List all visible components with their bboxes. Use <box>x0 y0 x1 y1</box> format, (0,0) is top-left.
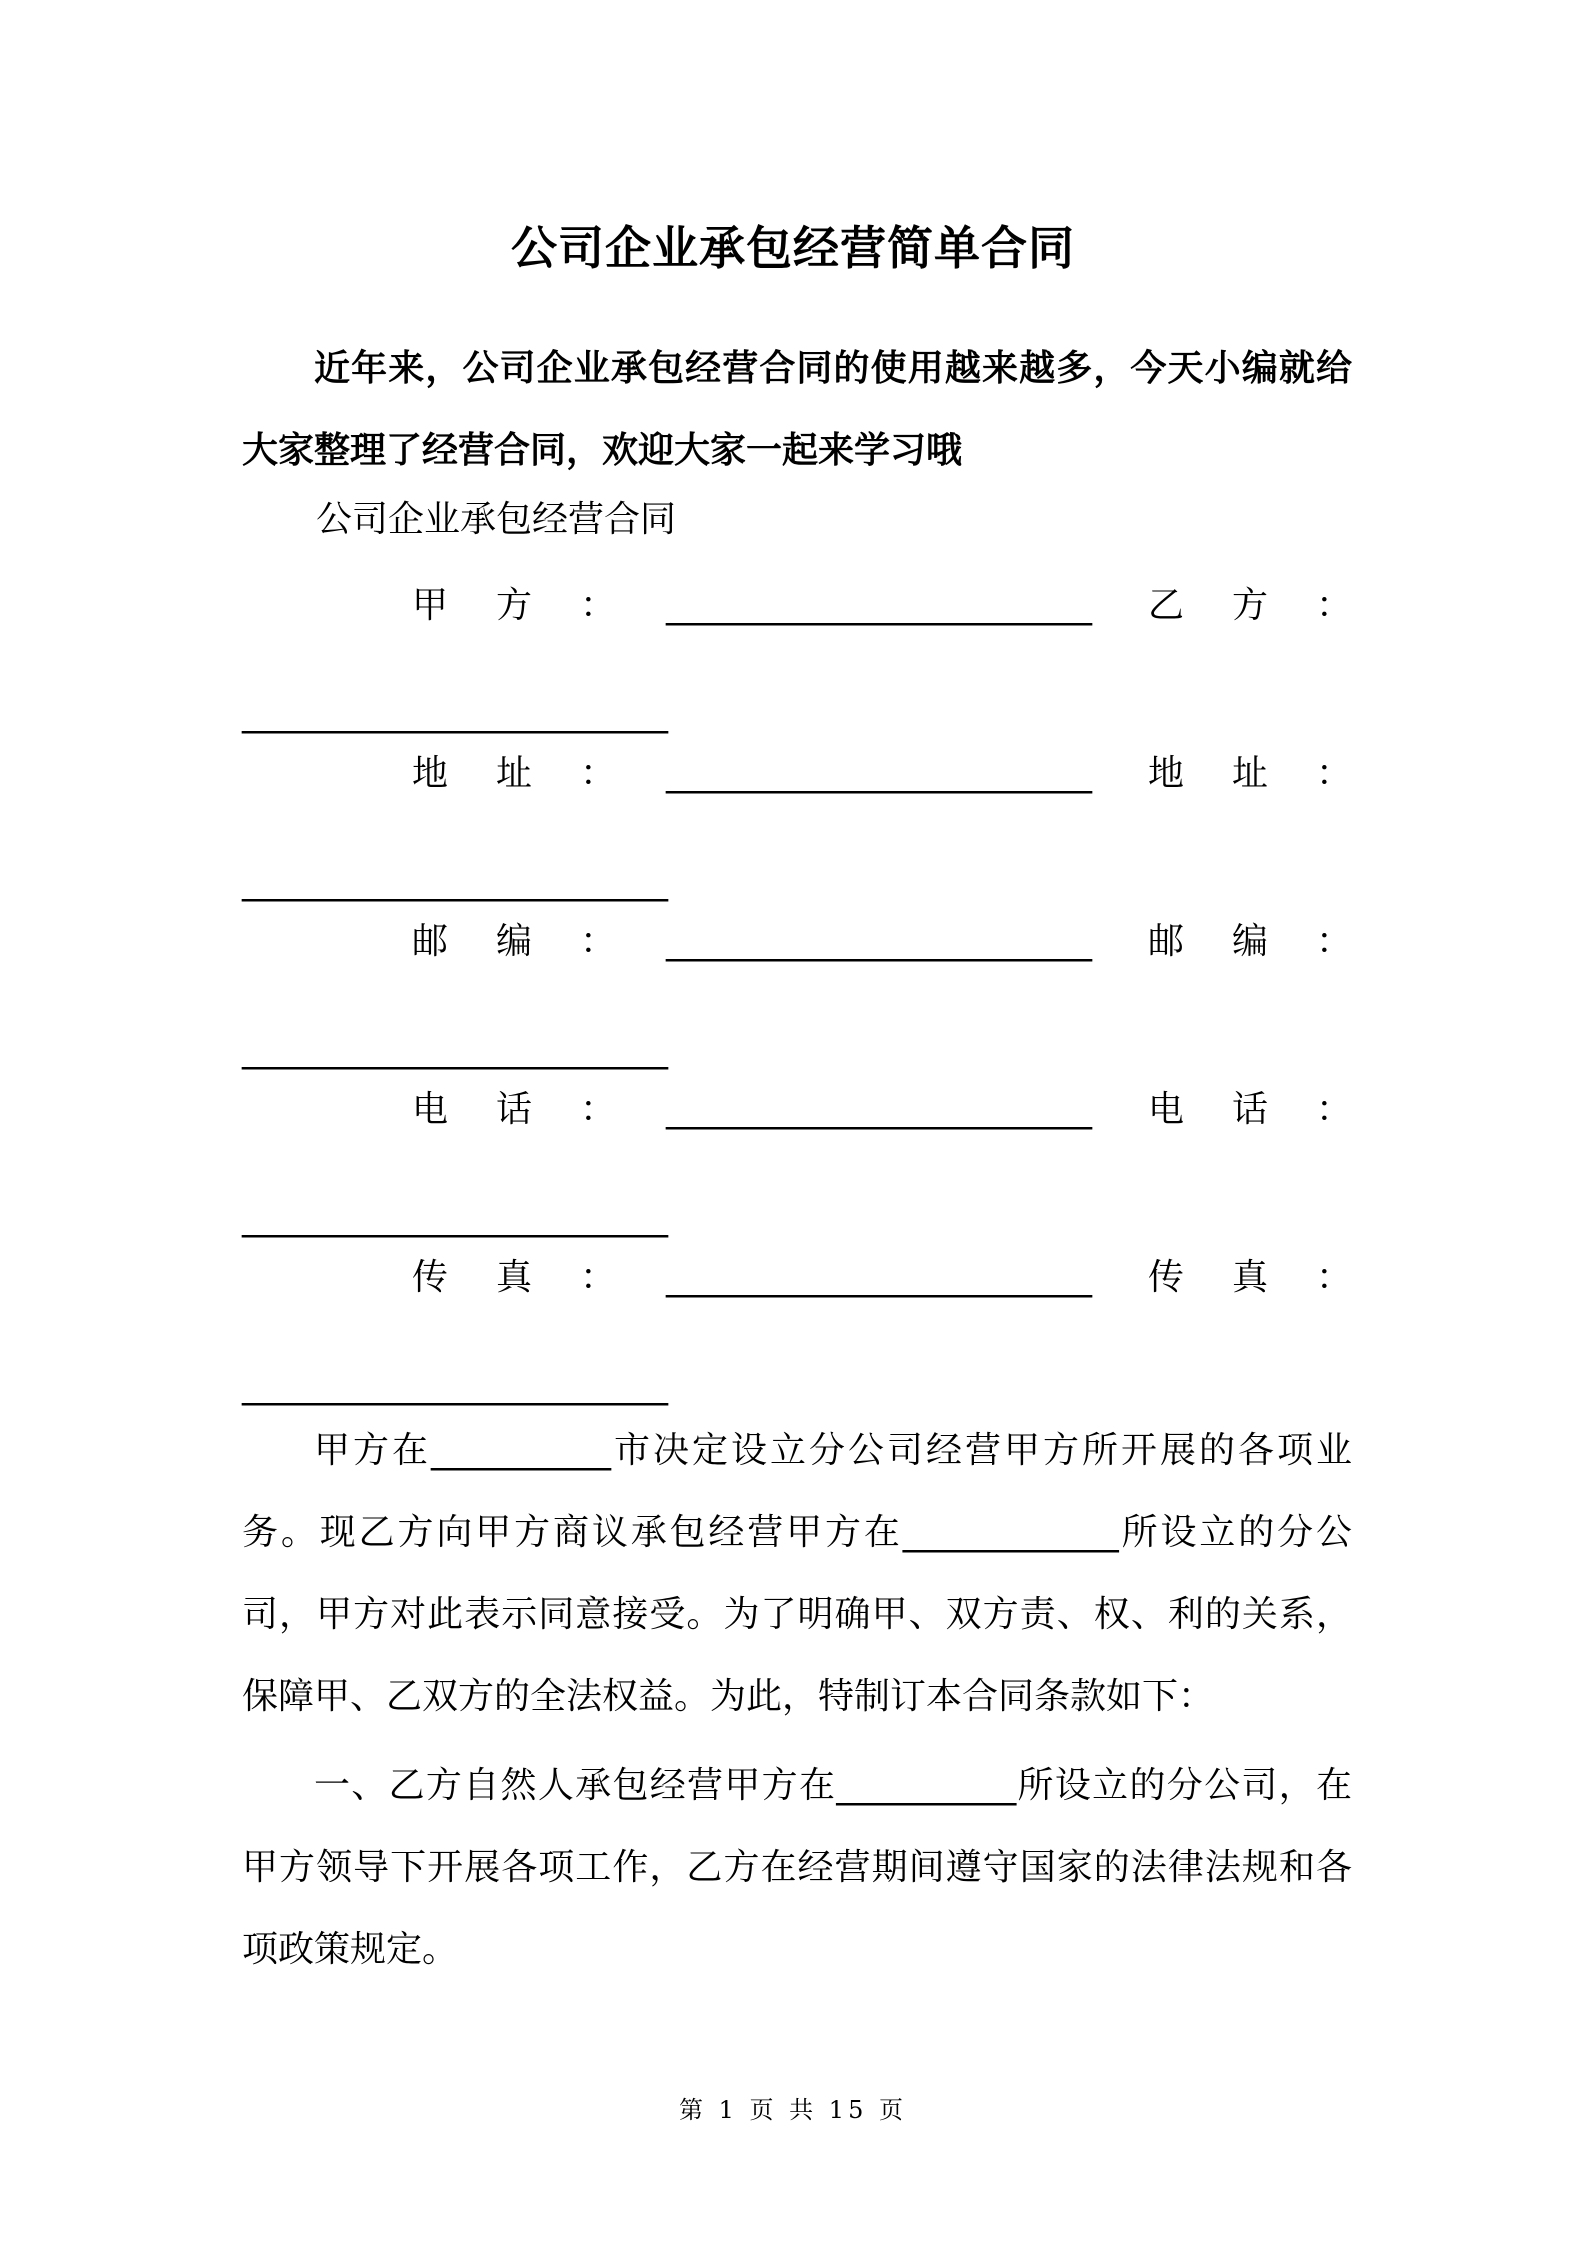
field-label-a: 电 <box>412 1089 449 1130</box>
field-colon: ： <box>580 921 617 962</box>
field-label-a: 地 <box>412 753 449 794</box>
field-label-d: 方 <box>1232 585 1269 626</box>
field-colon: ： <box>1316 921 1353 962</box>
fill-blank-line: _________________________ <box>666 585 1091 626</box>
field-row-fax <box>0 1248 1586 1308</box>
fill-blank-line: _________________________ <box>242 693 667 734</box>
field-label-b: 址 <box>496 753 533 794</box>
field-label-c: 传 <box>1148 1257 1185 1298</box>
field-row-address <box>0 744 1586 804</box>
body-paragraph-1: 甲方在__________市决定设立分公司经营甲方所开展的各项业务。现乙方向甲方商议承包经营甲方在____________所设立的分公司，甲方对此表示同意接受。为了明确甲、双方责、权、利的关系，保障甲、乙双方的全法权益。为此，特制订本合同条款如下： <box>242 1430 1352 1717</box>
field-label-a: 邮 <box>412 921 449 962</box>
intro-paragraph: 近年来，公司企业承包经营合同的使用越来越多，今天小编就给大家整理了经营合同，欢迎大家一起来学习哦 <box>242 348 1352 471</box>
field-label-a: 甲 <box>412 585 449 626</box>
field-label-a: 传 <box>412 1257 449 1298</box>
fill-blank-line: _________________________ <box>666 1089 1091 1130</box>
field-label-b: 话 <box>496 1089 533 1130</box>
field-label-c: 乙 <box>1148 585 1185 626</box>
fill-blank-line: _________________________ <box>666 753 1091 794</box>
field-label-d: 话 <box>1232 1089 1269 1130</box>
body-paragraph-2: 一、乙方自然人承包经营甲方在__________所设立的分公司，在甲方领导下开展各项工作，乙方在经营期间遵守国家的法律法规和各项政策规定。 <box>242 1765 1352 1970</box>
field-label-b: 方 <box>496 585 533 626</box>
field-colon: ： <box>1316 585 1353 626</box>
field-label-c: 邮 <box>1148 921 1185 962</box>
field-row-party <box>0 576 1586 636</box>
field-colon: ： <box>1316 1089 1353 1130</box>
fill-blank-line: _________________________ <box>242 1197 667 1238</box>
field-row-postcode <box>0 912 1586 972</box>
field-colon: ： <box>1316 1257 1353 1298</box>
fill-blank-line: _________________________ <box>242 1365 667 1406</box>
field-label-b: 编 <box>496 921 533 962</box>
field-colon: ： <box>580 585 617 626</box>
fill-blank-line: _________________________ <box>666 921 1091 962</box>
fill-blank-line: _________________________ <box>242 1029 667 1070</box>
field-label-d: 真 <box>1232 1257 1269 1298</box>
field-label-c: 电 <box>1148 1089 1185 1130</box>
field-label-d: 编 <box>1232 921 1269 962</box>
field-row-phone <box>0 1080 1586 1140</box>
field-colon: ： <box>580 1257 617 1298</box>
fill-blank-line: _________________________ <box>242 861 667 902</box>
field-label-b: 真 <box>496 1257 533 1298</box>
field-colon: ： <box>580 753 617 794</box>
field-label-d: 址 <box>1232 753 1269 794</box>
page-footer: 第 1 页 共 15 页 <box>679 2096 907 2124</box>
field-colon: ： <box>1316 753 1353 794</box>
fill-blank-line: _________________________ <box>666 1257 1091 1298</box>
contract-subtitle: 公司企业承包经营合同 <box>316 499 677 540</box>
field-colon: ： <box>580 1089 617 1130</box>
field-label-c: 地 <box>1148 753 1185 794</box>
document-title: 公司企业承包经营简单合同 <box>511 221 1075 275</box>
